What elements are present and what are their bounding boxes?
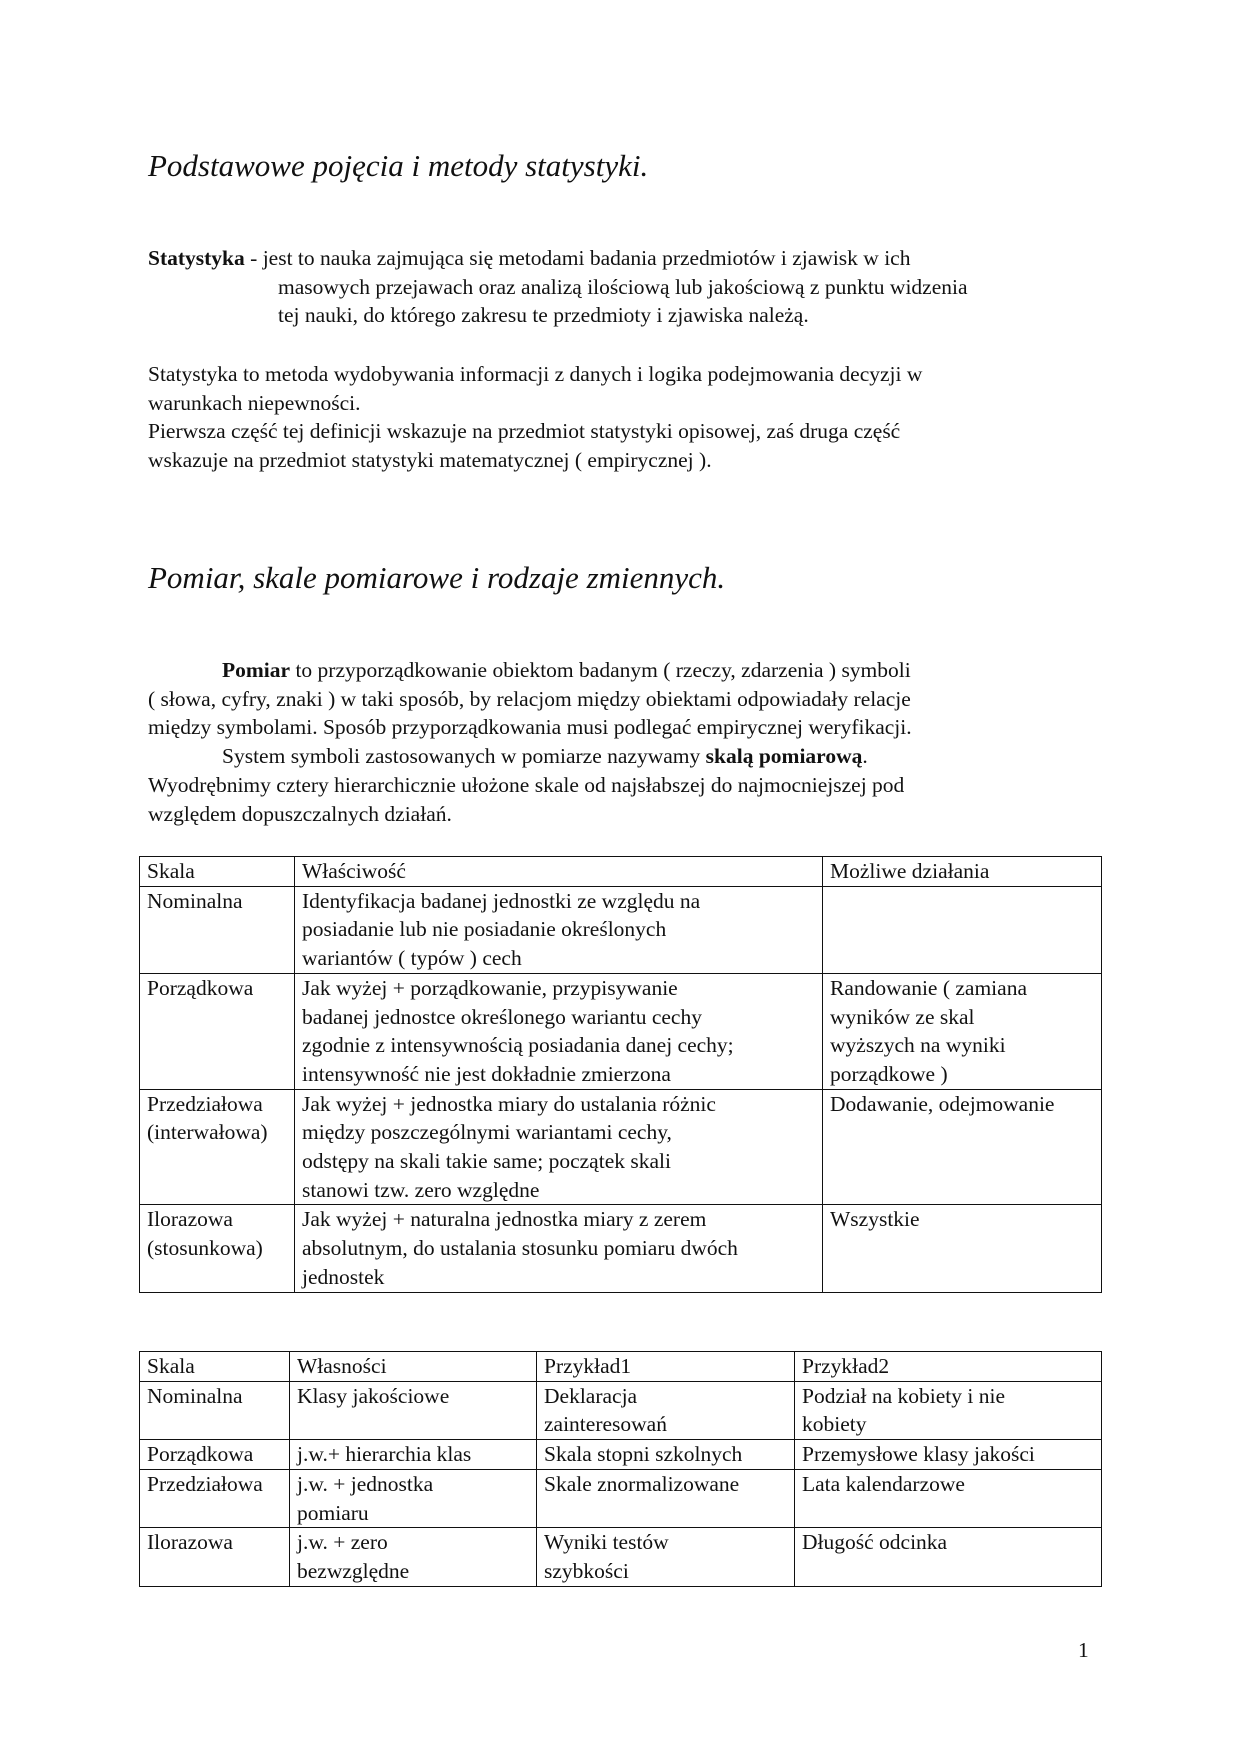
table-cell — [795, 1469, 1102, 1527]
header-cell: Przykład2 — [795, 1352, 1102, 1382]
cell-text-line: j.w. + jednostka — [297, 1471, 434, 1496]
table-cell — [795, 1440, 1102, 1470]
table-cell — [290, 1381, 537, 1439]
cell-text-line: Długość odcinka — [802, 1530, 948, 1555]
table-cell — [140, 1089, 295, 1205]
section-title-pomiar: Pomiar, skale pomiarowe i rodzaje zmiennych. — [148, 560, 726, 595]
cell-text-line: Podział na kobiety i nie — [802, 1383, 1006, 1408]
cell-text-line: Wszystkie — [830, 1207, 920, 1232]
cell-text-line: (stosunkowa) — [147, 1236, 263, 1261]
cell-text-line: odstępy na skali takie same; początek skali — [302, 1149, 671, 1174]
cell-text-line: Porządkowa — [147, 1442, 254, 1467]
table-cell — [140, 1205, 295, 1292]
header-cell: Właściwość — [295, 857, 823, 887]
table-cell — [290, 1440, 537, 1470]
cell-text-line: wyższych na wyniki — [830, 1033, 1006, 1058]
cell-text-line: między poszczególnymi wariantami cechy, — [302, 1120, 672, 1145]
cell-text-line: Dodawanie, odejmowanie — [830, 1091, 1055, 1116]
paragraph-line: . — [862, 744, 868, 769]
cell-text-line: Skala stopni szkolnych — [544, 1442, 743, 1467]
cell-text-line: Przedziałowa — [147, 1091, 263, 1116]
paragraph-line: Pierwsza część tej definicji wskazuje na przedmiot statystyki opisowej, zaś druga część — [148, 419, 901, 444]
table-cell — [823, 886, 1102, 973]
paragraph-line: między symbolami. Sposób przyporządkowania musi podlegać empirycznej weryfikacji. — [148, 715, 912, 740]
cell-text-line: wariantów ( typów ) cech — [302, 946, 522, 971]
cell-text-line: Lata kalendarzowe — [802, 1471, 965, 1496]
scales-properties-table — [139, 856, 1102, 1293]
table-cell — [823, 1089, 1102, 1205]
table-row — [140, 1469, 1102, 1527]
paragraph-metoda — [148, 360, 1108, 475]
cell-text-line: porządkowe ) — [830, 1061, 948, 1086]
page-number: 1 — [1078, 1638, 1089, 1662]
table-cell — [295, 973, 823, 1089]
cell-text-line: badanej jednostce określonego wariantu cechy — [302, 1004, 702, 1029]
paragraph-line: to przyporządkowanie obiektom badanym ( rzeczy, zdarzenia ) symboli — [290, 658, 911, 682]
table-cell — [140, 1381, 290, 1439]
cell-text-line: Identyfikacja badanej jednostki ze względu na — [302, 888, 701, 913]
cell-text-line: Jak wyżej + jednostka miary do ustalania różnic — [302, 1091, 716, 1116]
cell-text-line: Przemysłowe klasy jakości — [802, 1442, 1035, 1467]
table-row — [140, 1381, 1102, 1439]
paragraph-line: System symboli zastosowanych w pomiarze nazywamy — [222, 744, 706, 769]
cell-text-line: Nominalna — [147, 888, 243, 913]
cell-text-line: Porządkowa — [147, 975, 254, 1000]
definition-line: tej nauki, do którego zakresu te przedmioty i zjawiska należą. — [278, 303, 809, 328]
cell-text-line: Jak wyżej + naturalna jednostka miary z zerem — [302, 1207, 707, 1232]
cell-text-line: Wyniki testów — [544, 1530, 669, 1555]
cell-text-line: szybkości — [544, 1558, 629, 1583]
cell-text-line: Deklaracja — [544, 1383, 638, 1408]
header-cell: Własności — [290, 1352, 537, 1382]
cell-text-line: j.w. + zero — [297, 1530, 388, 1555]
cell-text-line: wyników ze skal — [830, 1004, 975, 1029]
header-cell: Możliwe działania — [823, 857, 1102, 887]
section-title-podstawowe: Podstawowe pojęcia i metody statystyki. — [148, 148, 649, 183]
table-cell — [823, 973, 1102, 1089]
paragraph-line: wskazuje na przedmiot statystyki matematycznej ( empirycznej ). — [148, 448, 712, 473]
paragraph-line: warunkach niepewności. — [148, 390, 361, 415]
header-cell: Skala — [140, 857, 295, 887]
table-cell — [537, 1381, 795, 1439]
table-cell — [295, 1089, 823, 1205]
table-cell — [823, 1205, 1102, 1292]
paragraph-line: względem dopuszczalnych działań. — [148, 801, 452, 826]
table-cell — [140, 1528, 290, 1586]
table-cell — [795, 1528, 1102, 1586]
cell-text-line: Przedziałowa — [147, 1471, 263, 1496]
table-cell — [537, 1528, 795, 1586]
cell-text-line: posiadanie lub nie posiadanie określonych — [302, 917, 667, 942]
cell-text-line: stanowi tzw. zero względne — [302, 1177, 540, 1202]
table-header-row — [140, 1352, 1102, 1382]
pomiar-term: Pomiar — [222, 658, 291, 682]
cell-text-line: Klasy jakościowe — [297, 1383, 450, 1408]
table-cell — [290, 1528, 537, 1586]
skala-pomiarowa-term: skalą pomiarową — [705, 744, 863, 769]
table-cell — [140, 1440, 290, 1470]
definition-line: masowych przejawach oraz analizą ilościową lub jakościową z punktu widzenia — [278, 274, 968, 299]
table-row — [140, 1089, 1102, 1205]
definition-term: Statystyka — [148, 246, 245, 270]
header-cell: Przykład1 — [537, 1352, 795, 1382]
cell-text-line: intensywność nie jest dokładnie zmierzona — [302, 1061, 671, 1086]
table-cell — [295, 886, 823, 973]
table-header-row — [140, 857, 1102, 887]
definition-dash: - — [244, 246, 263, 270]
scales-examples-table — [139, 1351, 1102, 1587]
definition-line: jest to nauka zajmująca się metodami badania przedmiotów i zjawisk w ich — [262, 246, 911, 270]
definition-statystyka — [148, 244, 1108, 330]
table-row — [140, 1528, 1102, 1586]
paragraph-line: Statystyka to metoda wydobywania informacji z danych i logika podejmowania decyzji w — [148, 362, 923, 386]
table-cell — [295, 1205, 823, 1292]
table-cell — [140, 973, 295, 1089]
cell-text-line: Randowanie ( zamiana — [830, 975, 1027, 1000]
table-row — [140, 1205, 1102, 1292]
table-row — [140, 973, 1102, 1089]
cell-text-line: Skale znormalizowane — [544, 1471, 740, 1496]
table-cell — [140, 1469, 290, 1527]
paragraph-pomiar — [148, 656, 1108, 828]
cell-text-line: kobiety — [802, 1412, 867, 1437]
cell-text-line: bezwzględne — [297, 1558, 410, 1583]
table-cell — [290, 1469, 537, 1527]
paragraph-line: Wyodrębnimy cztery hierarchicznie ułożone skale od najsłabszej do najmocniejszej pod — [148, 772, 905, 797]
cell-text-line: Ilorazowa — [147, 1530, 233, 1555]
paragraph-line: ( słowa, cyfry, znaki ) w taki sposób, by relacjom między obiektami odpowiadały relacje — [148, 686, 911, 711]
cell-text-line: zainteresowań — [544, 1412, 667, 1437]
cell-text-line: zgodnie z intensywnością posiadania danej cechy; — [302, 1033, 734, 1058]
table-cell — [795, 1381, 1102, 1439]
cell-text-line: Nominalna — [147, 1383, 243, 1408]
table-row — [140, 1440, 1102, 1470]
cell-text-line: pomiaru — [297, 1500, 369, 1525]
cell-text-line: (interwałowa) — [147, 1120, 268, 1145]
table-row — [140, 886, 1102, 973]
cell-text-line: absolutnym, do ustalania stosunku pomiaru dwóch — [302, 1236, 738, 1261]
table-cell — [140, 886, 295, 973]
table-cell — [537, 1469, 795, 1527]
cell-text-line: Jak wyżej + porządkowanie, przypisywanie — [302, 975, 678, 1000]
cell-text-line: j.w.+ hierarchia klas — [297, 1442, 472, 1467]
cell-text-line: jednostek — [302, 1264, 385, 1289]
header-cell: Skala — [140, 1352, 290, 1382]
table-cell — [537, 1440, 795, 1470]
cell-text-line: Ilorazowa — [147, 1207, 233, 1232]
